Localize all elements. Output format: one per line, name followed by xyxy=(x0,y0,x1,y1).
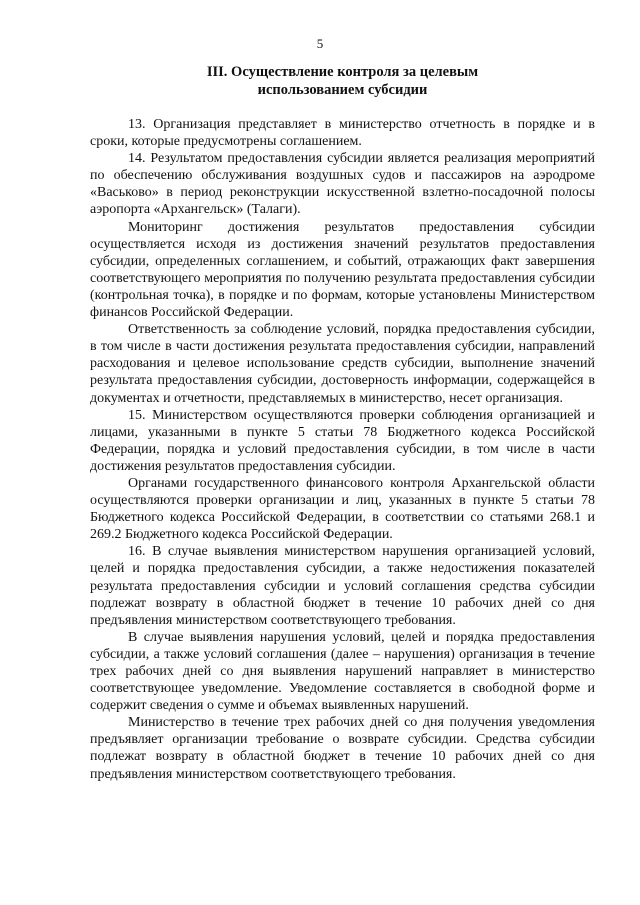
paragraph-13: 13. Организация представляет в министерство отчетность в порядке и в сроки, которые предусмотрены соглашением. xyxy=(90,117,595,150)
section-heading xyxy=(90,63,595,99)
paragraph-16: 16. В случае выявления министерством нарушения организацией условий, целей и порядка предоставления субсидии, а также недостижения показателей результата предоставления субсидии и условий соглашения средства субсидии подлежат возврату в областной бюджет в течение 10 рабочих дней со дня предъявления министерством соответствующего требования. xyxy=(90,544,595,628)
paragraph-14: 14. Результатом предоставления субсидии является реализация мероприятий по обеспечению обслуживания воздушных судов и пассажиров на аэродроме «Васьково» в период реконструкции искусственной взлетно-посадочной полосы аэропорта «Архангельск» (Талаги). xyxy=(90,151,595,218)
document-body xyxy=(90,116,595,783)
paragraph-monitoring: Мониторинг достижения результатов предоставления субсидии осуществляется исходя из достижения значений результатов предоставления субсидии, определенных соглашением, и событий, отражающих факт завершения соответствующего мероприятия по получению результата предоставления субсидии (контрольная точка), в порядке и по формам, которые установлены Министерством финансов Российской Федерации. xyxy=(90,219,595,321)
page-number: 5 xyxy=(316,36,324,51)
paragraph-violation-notice: В случае выявления нарушения условий, целей и порядка предоставления субсидии, а также условий соглашения (далее – нарушения) организация в течение трех рабочих дней со дня выявления нарушений направляет в министерство соответствующее уведомление. Уведомление составляется в свободной форме и содержит сведения о сумме и объемах выявленных нарушений. xyxy=(90,629,595,714)
section-heading-line-2: использованием субсидии xyxy=(257,82,428,98)
paragraph-financial-control: Органами государственного финансового контроля Архангельской области осуществляются проверки организации и лиц, указанных в пункте 5 статьи 78 Бюджетного кодекса Российской Федерации, в соответствии со статьями 268.1 и 269.2 Бюджетного кодекса Российской Федерации. xyxy=(90,475,595,543)
paragraph-ministry-demand: Министерство в течение трех рабочих дней со дня получения уведомления предъявляет организации требование о возврате субсидии. Средства субсидии подлежат возврату в областной бюджет в течение 10 рабочих дней со дня предъявления министерством соответствующего требования. xyxy=(90,715,595,782)
section-heading-line-1: III. Осуществление контроля за целевым xyxy=(206,64,479,80)
paragraph-15: 15. Министерством осуществляются проверки соблюдения организацией и лицами, указанными в пункте 5 статьи 78 Бюджетного кодекса Российской Федерации, порядка и условий предоставления субсидии, в том числе в части достижения результатов предоставления субсидии. xyxy=(90,407,595,474)
paragraph-responsibility: Ответственность за соблюдение условий, порядка предоставления субсидии, в том числе в части достижения результата предоставления субсидии, направлений расходования и целевое использование средств субсидии, выполнение значений результата предоставления субсидии, достоверность информации, содержащейся в документах и отчетности, представляемых в министерство, несет организация. xyxy=(90,322,595,406)
